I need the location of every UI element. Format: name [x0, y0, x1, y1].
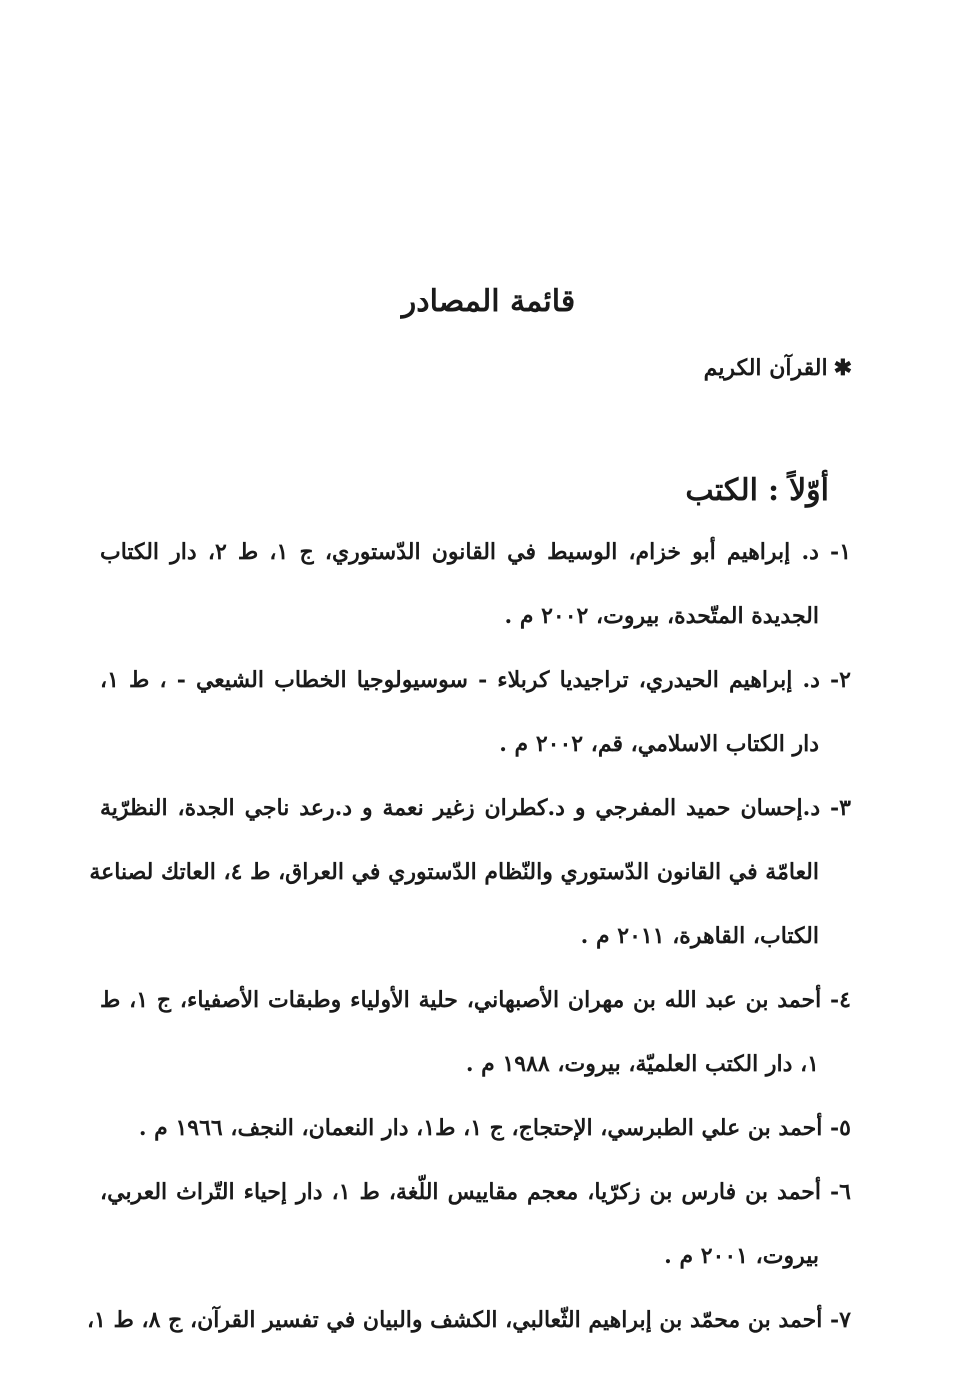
- quran-entry: [704, 352, 852, 384]
- reference-line: ٢- د. إبراهيم الحيدري، تراجيديا كربلاء - سوسيولوجيا الخطاب الشيعي - ، ط ١،: [100, 667, 851, 693]
- reference-line: بيروت، ٢٠٠١ م .: [664, 1243, 819, 1269]
- reference-line: ٣- د.إحسان حميد المفرجي و د.كطران زغير نعمة و د.رعد ناجي الجدة، النظرّية: [100, 795, 851, 821]
- reference-line: ١- د. إبراهيم أبو خزام، الوسيط في القانون الدّستوري، ج ١، ط ٢، دار الكتاب: [100, 539, 852, 565]
- section-number: أوّلاً: [789, 473, 829, 508]
- reference-line: العامّة في القانون الدّستوري والنّظام الدّستوري في العراق، ط ٤، العاتك لصناعة: [89, 859, 819, 885]
- reference-line: ٧- أحمد بن محمّد بن إبراهيم الثّعالبي، الكشف والبيان في تفسير القرآن، ج ٨، ط ١،: [86, 1307, 851, 1333]
- section-colon: :: [767, 473, 780, 508]
- reference-line: ٥- أحمد بن علي الطبرسي، الإحتجاج، ج ١، ط١، دار النعمان، النجف، ١٩٦٦ م .: [138, 1115, 851, 1141]
- reference-line: الجديدة المتّحدة، بيروت، ٢٠٠٢ م .: [504, 603, 819, 629]
- reference-line: ١، دار الكتب العلميّة، بيروت، ١٩٨٨ م .: [465, 1051, 819, 1077]
- quran-label: القرآن الكريم: [703, 355, 828, 381]
- section-heading: [685, 470, 829, 512]
- reference-line: ٤- أحمد بن عبد الله بن مهران الأصبهاني، حلية الأولياء وطبقات الأصفياء، ج ١، ط: [100, 987, 851, 1013]
- reference-line: الكتاب، القاهرة، ٢٠١١ م .: [580, 923, 819, 949]
- reference-line: ٦- أحمد بن فارس بن زكرّيا، معجم مقاييس اللّغة، ط ١، دار إحياء التّراث العربي،: [100, 1179, 851, 1205]
- reference-line: دار الكتاب الاسلامي، قم، ٢٠٠٢ م .: [499, 731, 819, 757]
- page-title: قائمة المصادر: [401, 284, 576, 319]
- asterisk-icon: ✱: [833, 355, 852, 381]
- section-name: الكتب: [685, 473, 758, 508]
